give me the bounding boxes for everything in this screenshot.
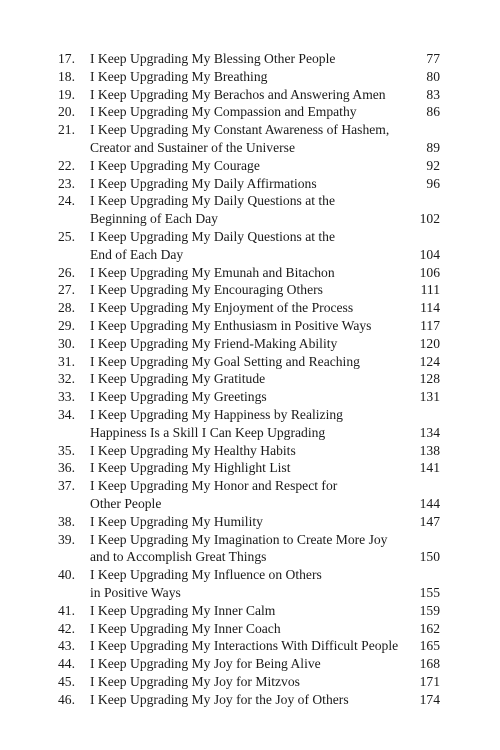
entry-title-line: I Keep Upgrading My Compassion and Empathy [90, 104, 357, 120]
table-of-contents [58, 50, 440, 708]
toc-entry [58, 353, 440, 371]
entry-title-line: I Keep Upgrading My Interactions With Difficult People [90, 638, 399, 654]
entry-title-line: I Keep Upgrading My Berachos and Answering Amen [90, 86, 386, 102]
entry-number: 22. [58, 157, 75, 173]
entry-number: 38. [58, 513, 75, 529]
entry-number: 30. [58, 335, 75, 351]
toc-entry [58, 477, 440, 513]
entry-page-number: 114 [420, 300, 440, 316]
toc-entry [58, 175, 440, 193]
toc-entry [58, 264, 440, 282]
toc-entry [58, 317, 440, 335]
entry-number: 25. [58, 228, 75, 244]
toc-entry [58, 531, 440, 567]
toc-entry [58, 691, 440, 709]
entry-title-line: I Keep Upgrading My Constant Awareness of Hashem, [90, 122, 390, 138]
toc-entry [58, 228, 440, 264]
entry-page-number: 144 [419, 495, 440, 511]
entry-title-line: I Keep Upgrading My Influence on Others [90, 567, 322, 583]
entry-page-number: 128 [419, 371, 440, 387]
entry-number: 44. [58, 656, 75, 672]
entry-page-number: 138 [419, 442, 440, 458]
entry-page-number: 80 [426, 68, 440, 84]
entry-title-line: I Keep Upgrading My Gratitude [90, 371, 266, 387]
entry-title-line: Happiness Is a Skill I Can Keep Upgrading [90, 424, 326, 440]
entry-title-line: I Keep Upgrading My Emunah and Bitachon [90, 264, 335, 280]
entry-title-line: I Keep Upgrading My Friend-Making Ability [90, 335, 338, 351]
entry-title-line: End of Each Day [90, 246, 184, 262]
entry-number: 46. [58, 691, 75, 707]
entry-title-line: I Keep Upgrading My Goal Setting and Reaching [90, 353, 360, 369]
toc-entry [58, 68, 440, 86]
toc-entry [58, 335, 440, 353]
entry-number: 41. [58, 602, 75, 618]
entry-page-number: 134 [419, 424, 440, 440]
entry-title-line: I Keep Upgrading My Enjoyment of the Process [90, 300, 354, 316]
entry-number: 36. [58, 460, 75, 476]
toc-entry [58, 192, 440, 228]
entry-number: 27. [58, 282, 75, 298]
entry-number: 31. [58, 353, 75, 369]
entry-number: 18. [58, 68, 75, 84]
entry-title-line: I Keep Upgrading My Blessing Other People [90, 51, 336, 66]
entry-page-number: 174 [419, 691, 440, 707]
entry-title-line: I Keep Upgrading My Encouraging Others [90, 282, 323, 298]
entry-page-number: 162 [419, 620, 440, 636]
toc-entry [58, 673, 440, 691]
entry-title-line: I Keep Upgrading My Courage [90, 157, 260, 173]
entry-title-line: I Keep Upgrading My Healthy Habits [90, 442, 296, 458]
entry-page-number: 83 [426, 86, 440, 102]
entry-number: 20. [58, 104, 75, 120]
toc-entry [58, 602, 440, 620]
entry-page-number: 86 [426, 104, 440, 120]
toc-entry [58, 388, 440, 406]
entry-title-line: I Keep Upgrading My Greetings [90, 389, 267, 405]
entry-number: 17. [58, 51, 75, 66]
entry-title-line: I Keep Upgrading My Happiness by Realizing [90, 406, 343, 422]
entry-title-line: I Keep Upgrading My Daily Questions at the [90, 193, 336, 209]
entry-page-number: 159 [419, 602, 440, 618]
toc-entry [58, 637, 440, 655]
entry-number: 42. [58, 620, 75, 636]
entry-title-line: I Keep Upgrading My Daily Affirmations [90, 175, 317, 191]
entry-page-number: 165 [419, 638, 440, 654]
entry-number: 40. [58, 567, 75, 583]
entry-number: 39. [58, 531, 75, 547]
entry-title-line: I Keep Upgrading My Enthusiasm in Positive Ways [90, 317, 372, 333]
entry-page-number: 155 [419, 584, 440, 600]
entry-title-line: and to Accomplish Great Things [90, 549, 267, 565]
entry-number: 29. [58, 317, 75, 333]
entry-number: 37. [58, 478, 75, 494]
entry-page-number: 111 [420, 282, 440, 298]
entry-page-number: 96 [426, 175, 440, 191]
toc-entry [58, 655, 440, 673]
entry-page-number: 89 [426, 139, 440, 155]
toc-entry [58, 299, 440, 317]
entry-number: 32. [58, 371, 75, 387]
entry-number: 21. [58, 122, 75, 138]
toc-entry [58, 459, 440, 477]
entry-number: 19. [58, 86, 75, 102]
toc-entry [58, 442, 440, 460]
entry-title-line: I Keep Upgrading My Joy for Being Alive [90, 656, 321, 672]
toc-entry [58, 513, 440, 531]
entry-page-number: 131 [419, 389, 440, 405]
entry-page-number: 102 [419, 211, 440, 227]
entry-number: 23. [58, 175, 75, 191]
entry-title-line: Creator and Sustainer of the Universe [90, 139, 295, 155]
entry-number: 34. [58, 406, 75, 422]
entry-page-number: 92 [426, 157, 440, 173]
toc-entry [58, 566, 440, 602]
toc-entry [58, 103, 440, 121]
entry-page-number: 120 [419, 335, 440, 351]
entry-page-number: 106 [419, 264, 440, 280]
entry-page-number: 150 [419, 549, 440, 565]
toc-entry [58, 620, 440, 638]
entry-title-line: I Keep Upgrading My Breathing [90, 68, 268, 84]
entry-number: 28. [58, 300, 75, 316]
entry-page-number: 104 [419, 246, 440, 262]
entry-number: 26. [58, 264, 75, 280]
toc-entry [58, 281, 440, 299]
toc-entry [58, 406, 440, 442]
entry-title-line: I Keep Upgrading My Imagination to Create More Joy [90, 531, 388, 547]
entry-page-number: 141 [419, 460, 440, 476]
entry-title-line: I Keep Upgrading My Humility [90, 513, 263, 529]
entry-title-line: I Keep Upgrading My Joy for Mitzvos [90, 673, 300, 689]
entry-number: 35. [58, 442, 75, 458]
entry-number: 45. [58, 673, 75, 689]
entry-page-number: 124 [419, 353, 440, 369]
toc-entry [58, 86, 440, 104]
entry-number: 43. [58, 638, 75, 654]
entry-title-line: Beginning of Each Day [90, 211, 218, 227]
toc-entry [58, 157, 440, 175]
entry-page-number: 77 [426, 51, 440, 66]
entry-title-line: I Keep Upgrading My Inner Calm [90, 602, 276, 618]
entry-title-line: Other People [90, 495, 162, 511]
entry-title-line: I Keep Upgrading My Daily Questions at the [90, 228, 336, 244]
entry-title-line: I Keep Upgrading My Honor and Respect for [90, 478, 338, 494]
entry-number: 33. [58, 389, 75, 405]
entry-number: 24. [58, 193, 75, 209]
entry-page-number: 117 [420, 317, 440, 333]
entry-title-line: in Positive Ways [90, 584, 181, 600]
toc-entry [58, 370, 440, 388]
toc-entry [58, 121, 440, 157]
entry-page-number: 147 [419, 513, 440, 529]
entry-title-line: I Keep Upgrading My Joy for the Joy of Others [90, 691, 349, 707]
entry-page-number: 168 [419, 656, 440, 672]
entry-page-number: 171 [419, 673, 440, 689]
entry-title-line: I Keep Upgrading My Highlight List [90, 460, 291, 476]
entry-title-line: I Keep Upgrading My Inner Coach [90, 620, 281, 636]
toc-entry [58, 50, 440, 68]
